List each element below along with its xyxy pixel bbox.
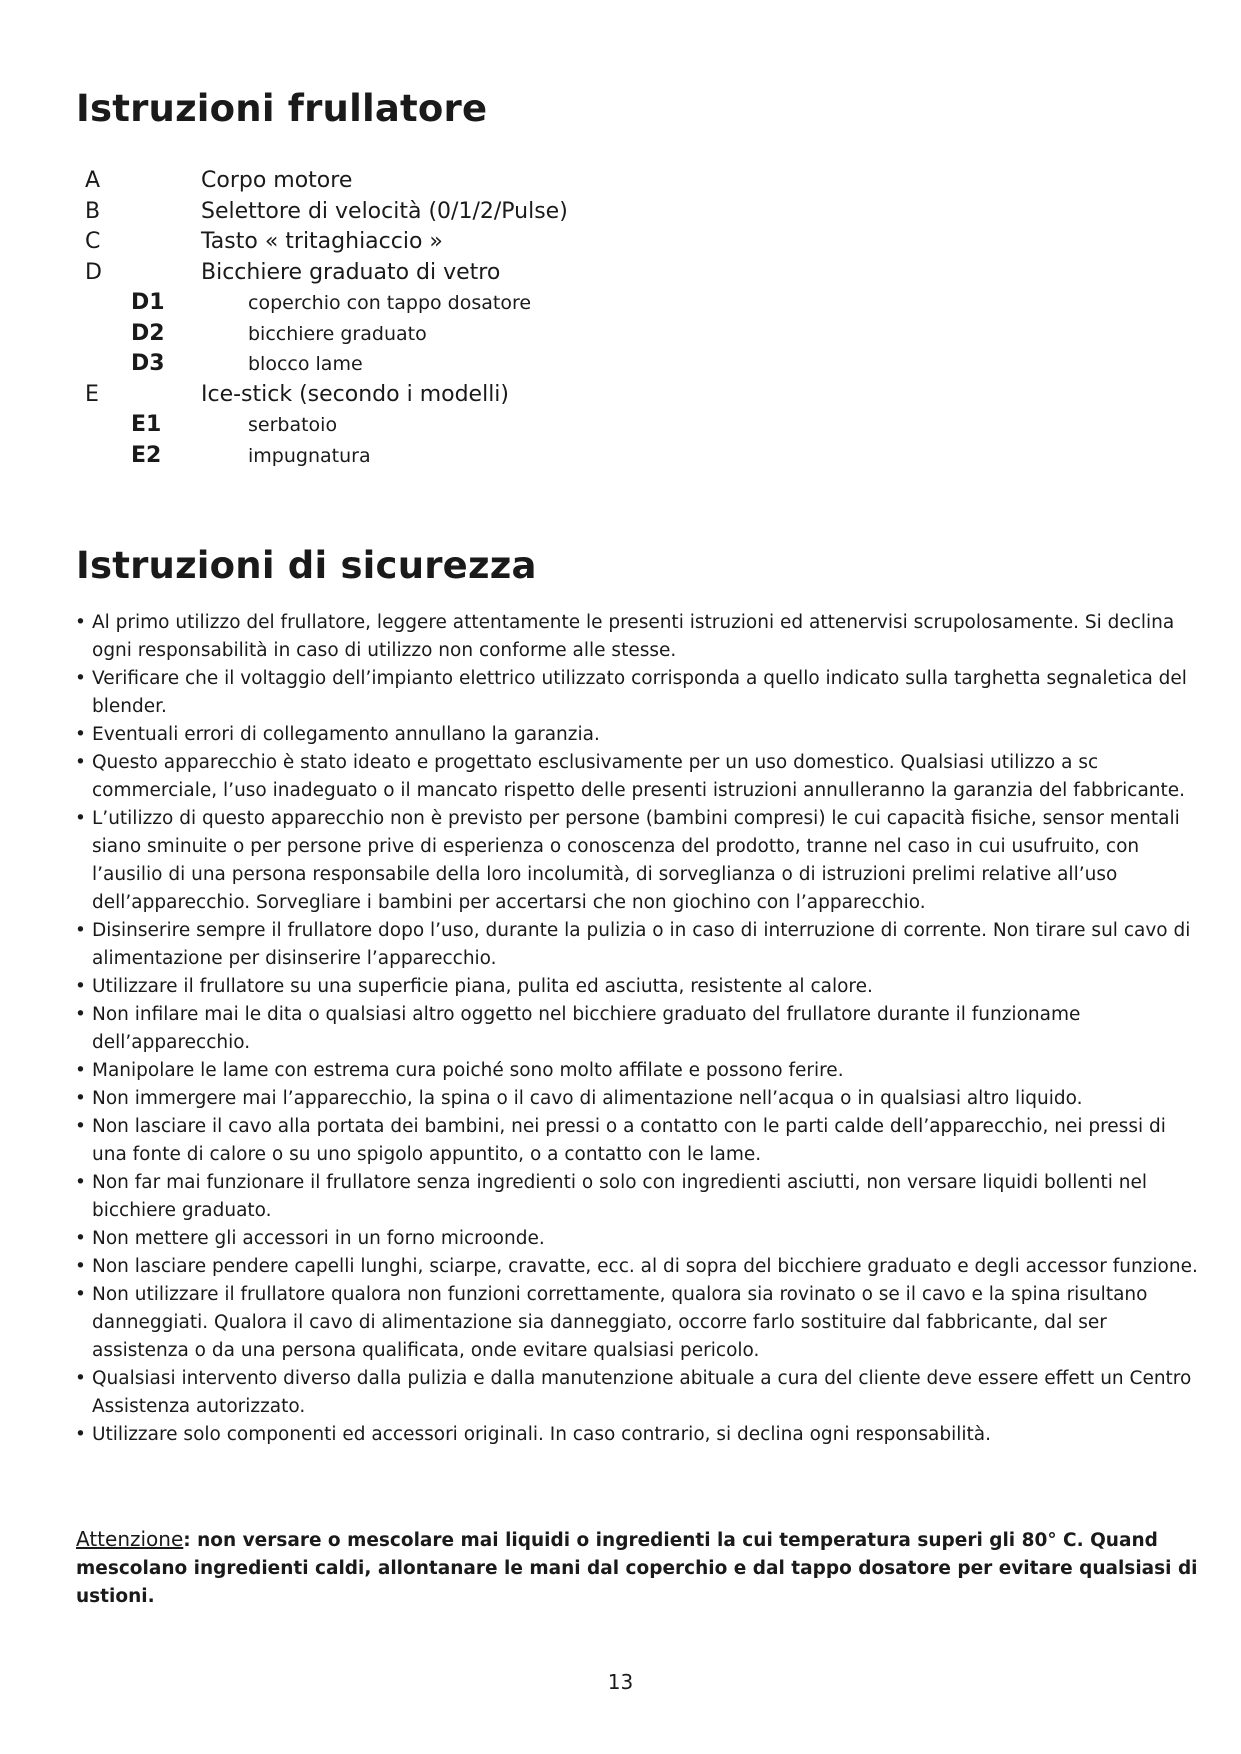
warning-note [76, 1525, 1206, 1611]
subpart-description: blocco lame [248, 353, 363, 375]
safety-rule: • Non infilare mai le dita o qualsiasi altro oggetto nel bicchiere graduato del frullatore durante il funzioname dell’apparecchio. [75, 1001, 1205, 1057]
subpart-code: D2 [131, 320, 165, 346]
part-row [0, 168, 1241, 199]
parts-list [0, 168, 1241, 473]
safety-rule: • Manipolare le lame con estrema cura poiché sono molto affilate e possono ferire. [75, 1057, 1205, 1085]
safety-rule: • L’utilizzo di questo apparecchio non è previsto per persone (bambini compresi) le cui capacità fisiche, sensor mentali siano sminuite o per persone prive di esperienza o conoscenza del prodotto, tranne nel caso in cui usufruito, con l’ausilio di una persona responsabile della loro incolumità, di sorveglianza o di istruzioni prelimi relative all’uso dell’apparecchio. Sorvegliare i bambini per accertarsi che non giochino con l’apparecchio. [75, 805, 1205, 917]
subpart-code: E2 [131, 442, 162, 468]
subpart-row [0, 321, 1241, 352]
section-title-blender-instructions: Istruzioni frullatore [76, 87, 488, 130]
subpart-description: serbatoio [248, 414, 338, 436]
part-description: Selettore di velocità (0/1/2/Pulse) [201, 198, 568, 224]
safety-rule: • Qualsiasi intervento diverso dalla pulizia e dalla manutenzione abituale a cura del cliente deve essere effett un Centro Assistenza autorizzato. [75, 1365, 1205, 1421]
subpart-code: E1 [131, 412, 162, 437]
subpart-row [0, 290, 1241, 321]
part-description: Tasto « tritaghiaccio » [201, 229, 443, 254]
part-code: C [85, 229, 101, 254]
safety-rule: • Utilizzare il frullatore su una superficie piana, pulita ed asciutta, resistente al calore. [75, 973, 1205, 1001]
subpart-description: coperchio con tappo dosatore [248, 292, 532, 314]
safety-rule: • Verificare che il voltaggio dell’impianto elettrico utilizzato corrisponda a quello indicato sulla targhetta segnaletica del blender. [75, 665, 1205, 721]
safety-rules-list [75, 609, 1205, 1449]
part-description: Corpo motore [201, 168, 353, 193]
safety-rule: • Non lasciare il cavo alla portata dei bambini, nei pressi o a contatto con le parti calde dell’apparecchio, nei pressi di una fonte di calore o su uno spigolo appuntito, o a contatto con le lame. [75, 1113, 1205, 1169]
part-description: Bicchiere graduato di vetro [201, 259, 501, 285]
part-code: D [85, 259, 102, 285]
warning-text: : non versare o mescolare mai liquidi o ingredienti la cui temperatura superi gli 80° C. Quand mescolano ingredienti caldi, allontanare le mani dal coperchio e dal tappo dosatore per evitare qualsiasi di ustioni. [76, 1530, 1198, 1607]
part-code: A [85, 168, 101, 193]
safety-rule: • Non lasciare pendere capelli lunghi, sciarpe, cravatte, ecc. al di sopra del bicchiere graduato e degli accessor funzione. [75, 1253, 1205, 1281]
subpart-row [0, 412, 1241, 443]
safety-rule: • Non far mai funzionare il frullatore senza ingredienti o solo con ingredienti asciutti, non versare liquidi bollenti nel bicchiere graduato. [75, 1169, 1205, 1225]
safety-rule: • Disinserire sempre il frullatore dopo l’uso, durante la pulizia o in caso di interruzione di corrente. Non tirare sul cavo di alimentazione per disinserire l’apparecchio. [75, 917, 1205, 973]
safety-rule: • Utilizzare solo componenti ed accessori originali. In caso contrario, si declina ogni responsabilità. [75, 1421, 1205, 1449]
part-row [0, 260, 1241, 291]
safety-rule: • Non mettere gli accessori in un forno microonde. [75, 1225, 1205, 1253]
part-description: Ice-stick (secondo i modelli) [201, 381, 509, 407]
safety-rule: • Questo apparecchio è stato ideato e progettato esclusivamente per un uso domestico. Qualsiasi utilizzo a sc commerciale, l’uso inadeguato o il mancato rispetto delle presenti istruzioni annulleranno la garanzia del fabbricante. [75, 749, 1205, 805]
subpart-code: D1 [131, 290, 165, 315]
safety-rule: • Non immergere mai l’apparecchio, la spina o il cavo di alimentazione nell’acqua o in qualsiasi altro liquido. [75, 1085, 1205, 1113]
safety-rule: • Eventuali errori di collegamento annullano la garanzia. [75, 721, 1205, 749]
part-row [0, 382, 1241, 413]
subpart-row [0, 351, 1241, 382]
part-row [0, 229, 1241, 260]
warning-label: Attenzione [76, 1527, 184, 1551]
subpart-description: bicchiere graduato [248, 322, 427, 345]
part-code: E [85, 381, 99, 407]
subpart-row [0, 443, 1241, 474]
part-code: B [85, 198, 101, 224]
section-title-safety-instructions: Istruzioni di sicurezza [76, 544, 537, 587]
subpart-description: impugnatura [248, 444, 371, 467]
part-row [0, 199, 1241, 230]
safety-rule: • Non utilizzare il frullatore qualora non funzioni correttamente, qualora sia rovinato o se il cavo e la spina risultano danneggiati. Qualora il cavo di alimentazione sia danneggiato, occorre farlo sostituire dal fabbricante, dal ser assistenza o da una persona qualificata, onde evitare qualsiasi pericolo. [75, 1281, 1205, 1365]
subpart-code: D3 [131, 351, 165, 376]
page-number: 13 [607, 1670, 634, 1694]
safety-rule: • Al primo utilizzo del frullatore, leggere attentamente le presenti istruzioni ed attenervisi scrupolosamente. Si declina ogni responsabilità in caso di utilizzo non conforme alle stesse. [75, 609, 1205, 665]
